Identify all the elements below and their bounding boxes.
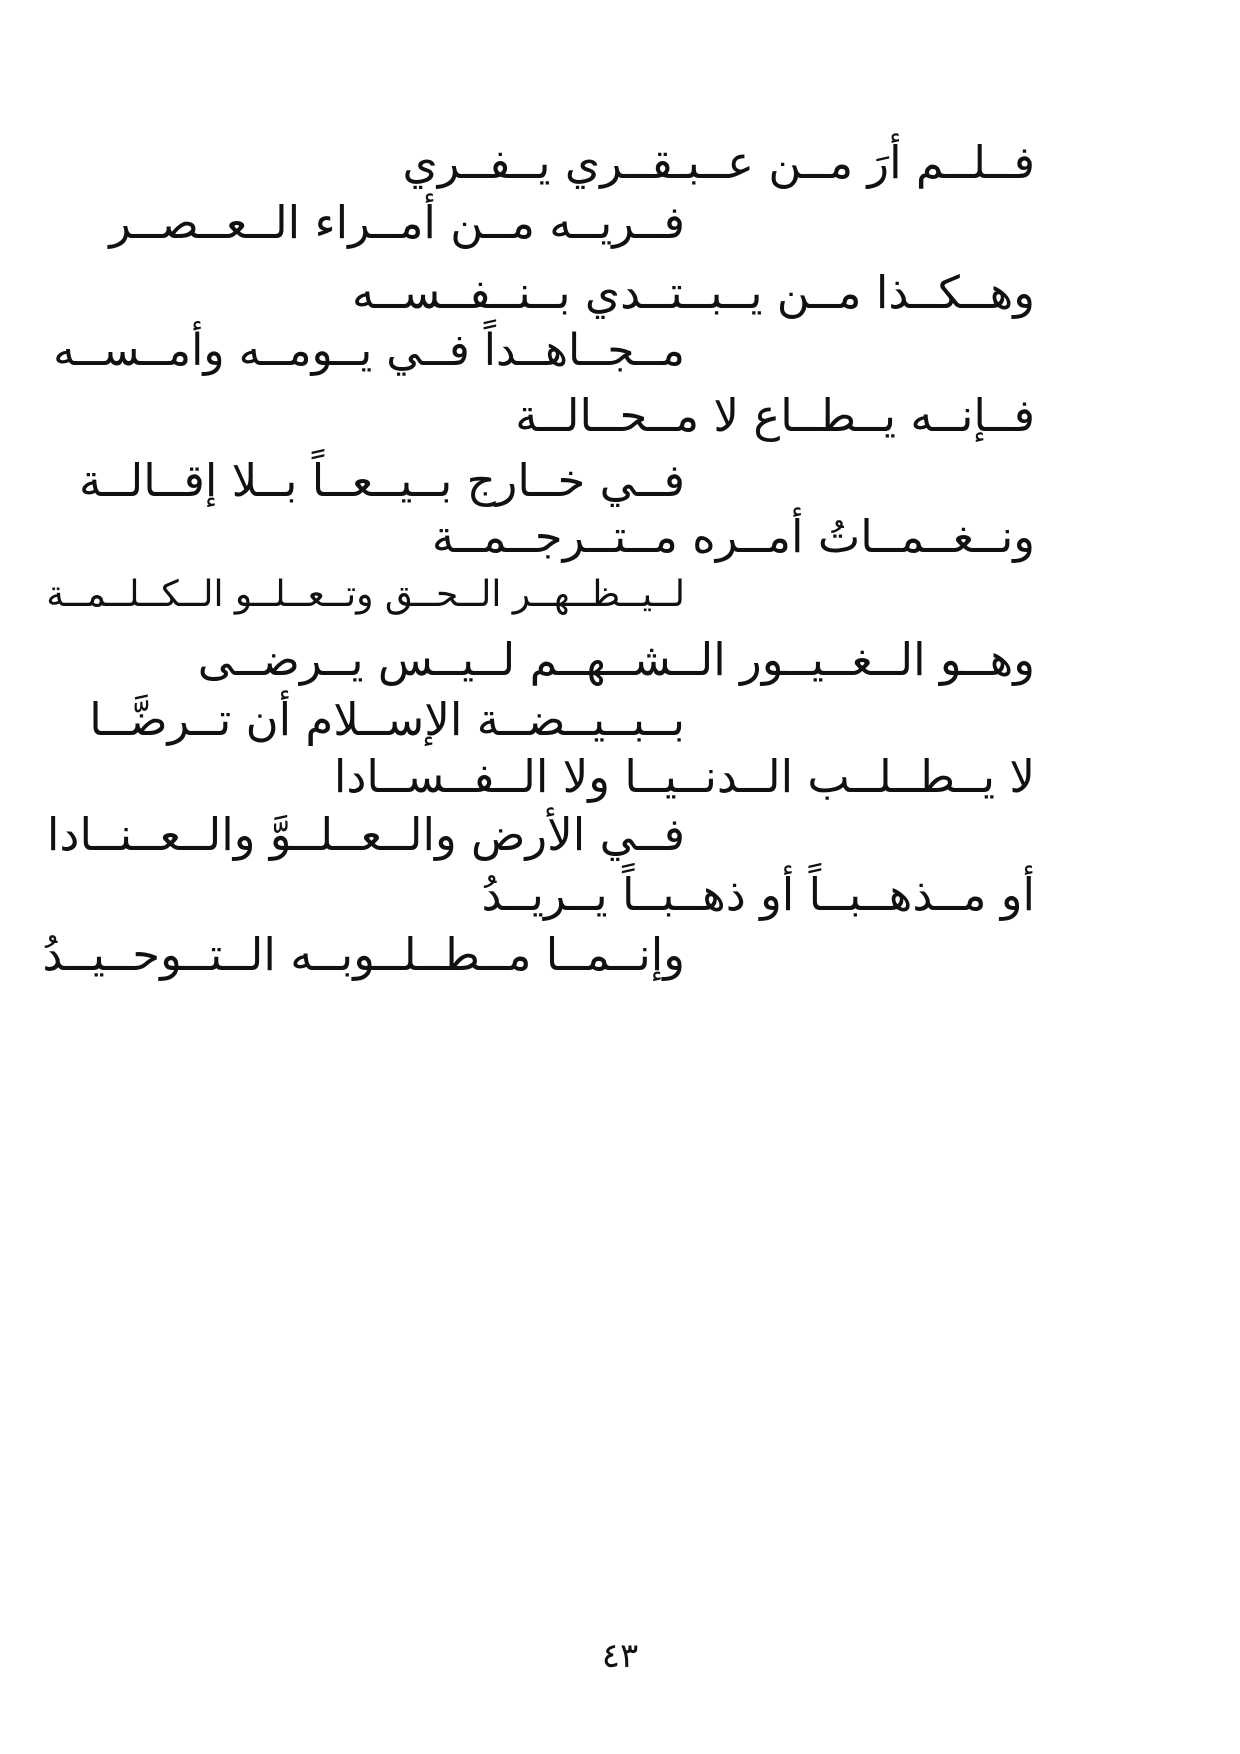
verse-line: فــريــه مــن أمــراء الــعــصــر xyxy=(109,196,685,249)
verse-line: فــي خــارج بــيــعــاً بــلا إقــالــة xyxy=(79,454,685,507)
verse-line: ونــغــمــاتُ أمــره مــتــرجــمــة xyxy=(431,510,1035,563)
verse-line: فــي الأرض والــعــلــوَّ والــعــنــادا xyxy=(46,808,685,861)
verse-line: فــإنــه يــطــاع لا مــحــالــة xyxy=(515,389,1035,442)
page-number: ٤٣ xyxy=(601,1636,639,1676)
verse-line: وإنــمــا مــطــلــوبــه الــتــوحــيــدُ xyxy=(42,928,685,981)
verse-line: بــبــيــضــة الإســلام أن تــرضَّــا xyxy=(89,693,685,746)
verse-line: لــيــظــهــر الــحــق وتــعــلــو الــكــلــمــة xyxy=(46,574,685,615)
verse-line: وهــو الــغــيــور الــشــهــم لــيــس يــرضــى xyxy=(197,633,1035,686)
verse-line: فــلــم أرَ مــن عــبـقــري يــفــري xyxy=(402,136,1035,189)
verse-line: لا يــطــلــب الــدنــيــا ولا الــفــســادا xyxy=(333,750,1035,803)
verse-line: مــجــاهــداً فــي يــومــه وأمــســه xyxy=(53,325,685,376)
verse-line: أو مــذهــبــاً أو ذهــبــاً يــريــدُ xyxy=(481,868,1035,921)
verse-line: وهــكــذا مــن يــبــتــدي بــنــفــســه xyxy=(351,266,1035,319)
